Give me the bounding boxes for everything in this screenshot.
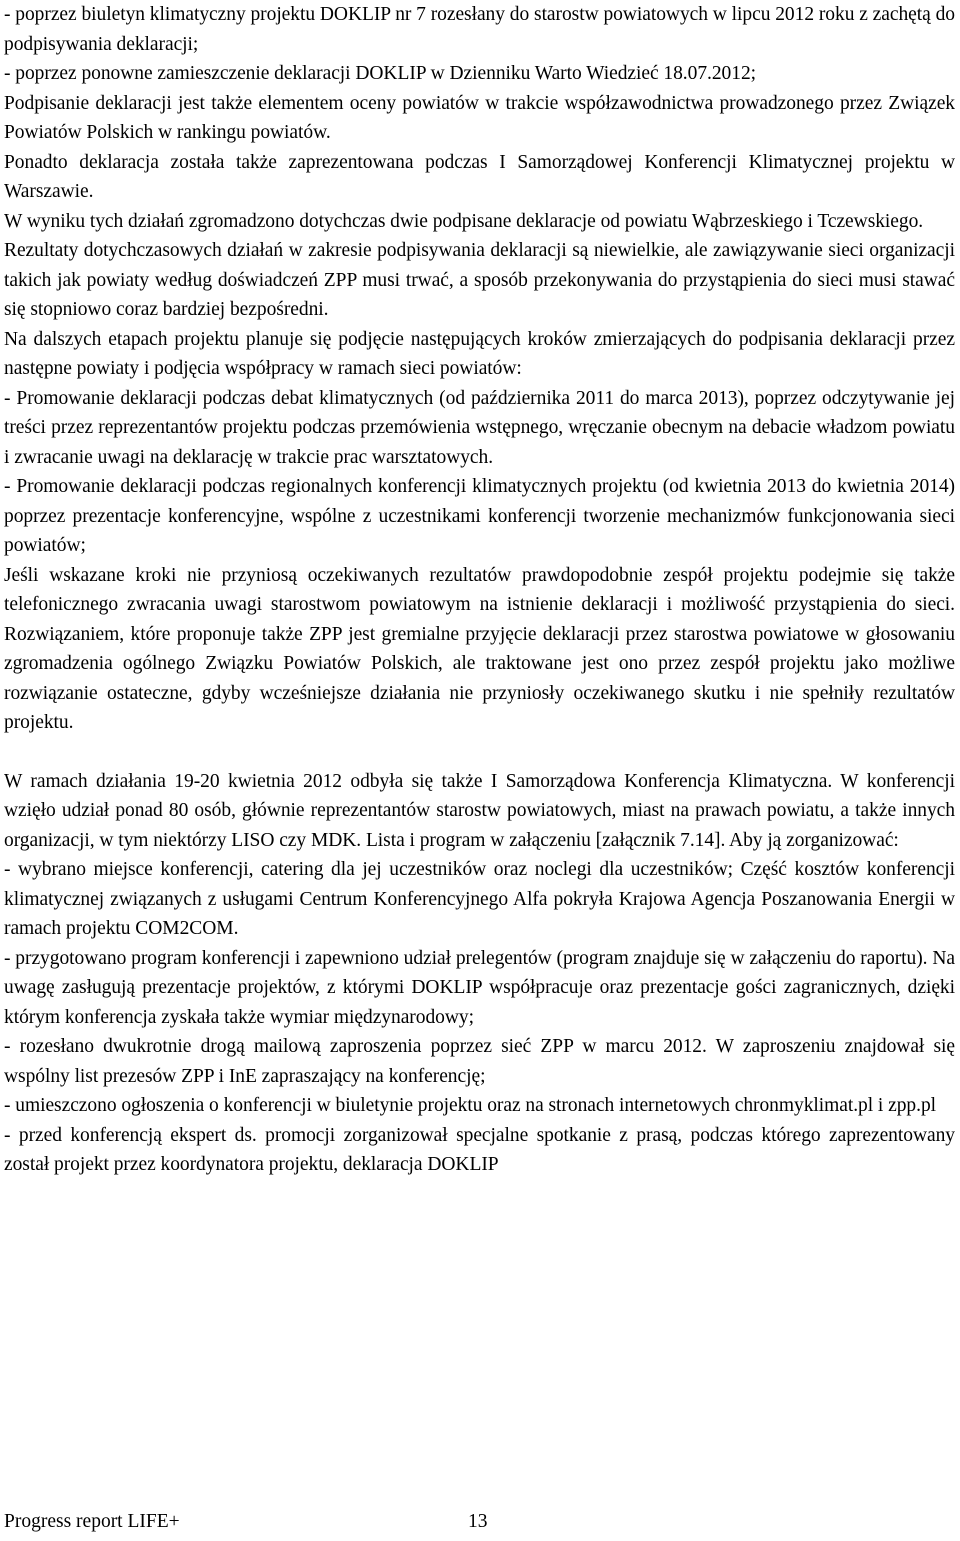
paragraph: - Promowanie deklaracji podczas regionalnych konferencji klimatycznych projektu (od kwietnia 2013 do kwietnia 2014) poprzez prezentacje konferencyjne, wspólne z uczestnikami konferencji tworzenie mechanizmów funkcjonowania sieci powiatów; [4, 476, 955, 556]
paragraph: Ponadto deklaracja została także zaprezentowana podczas I Samorządowej Konferencji Klimatycznej projektu w Warszawie. [4, 151, 955, 202]
paragraph: - Promowanie deklaracji podczas debat klimatycznych (od października 2011 do marca 2013), poprzez odczytywanie jej treści przez reprezentantów projektu podczas przemówienia wstępnego, wręczanie obecnym na debacie władzom powiatu i zwracanie uwagi na deklarację w trakcie prac warsztatowych. [4, 387, 955, 468]
paragraph: Na dalszych etapach projektu planuje się podjęcie następujących kroków zmierzających do podpisania deklaracji przez następne powiaty i podjęcia współpracy w ramach sieci powiatów: [4, 328, 955, 379]
paragraph: Podpisanie deklaracji jest także elementem oceny powiatów w trakcie współzawodnictwa prowadzonego przez Związek Powiatów Polskich w rankingu powiatów. [4, 92, 955, 143]
paragraph: - rozesłano dwukrotnie drogą mailową zaproszenia poprzez sieć ZPP w marcu 2012. W zaproszeniu znajdował się wspólny list prezesów ZPP i InE zapraszający na konferencję; [4, 1036, 955, 1087]
page-number: 13 [468, 1511, 488, 1532]
paragraph: W wyniku tych działań zgromadzono dotychczas dwie podpisane deklaracje od powiatu Wąbrzeskiego i Tczewskiego. [4, 210, 924, 232]
paragraph: Jeśli wskazane kroki nie przyniosą oczekiwanych rezultatów prawdopodobnie zespół projektu podejmie się także telefonicznego zwracania uwagi starostwom powiatowym na istnienie deklaracji i możliwość przystąpienia do sieci. Rozwiązaniem, które proponuje także ZPP jest gremialne przyjęcie deklaracji przez starostwa powiatowe w głosowaniu zgromadzenia ogólnego Związku Powiatów Polskich, ale traktowane jest ono przez zespół projektu jako możliwe rozwiązanie ostateczne, gdyby wcześniejsze działania nie przyniosły oczekiwanego skutku i nie spełniły rezultatów projektu. [4, 564, 955, 733]
document-body [4, 0, 955, 1180]
paragraph: - poprzez biuletyn klimatyczny projektu DOKLIP nr 7 rozesłany do starostw powiatowych w lipcu 2012 roku z zachętą do podpisywania deklaracji; [4, 4, 955, 55]
paragraph: - poprzez ponowne zamieszczenie deklaracji DOKLIP w Dzienniku Warto Wiedzieć 18.07.2012; [4, 63, 757, 84]
footer-label: Progress report LIFE+ [4, 1511, 180, 1532]
paragraph: - przed konferencją ekspert ds. promocji zorganizował specjalne spotkanie z prasą, podczas którego zaprezentowany został projekt przez koordynatora projektu, deklaracja DOKLIP [4, 1124, 955, 1175]
paragraph: Rezultaty dotychczasowych działań w zakresie podpisywania deklaracji są niewielkie, ale zawiązywanie sieci organizacji takich jak powiaty według doświadczeń ZPP musi trwać, a sposób przekonywania do przystąpienia do sieci musi stawać się stopniowo coraz bardziej bezpośredni. [4, 240, 955, 320]
paragraph-spacer [4, 738, 955, 767]
paragraph: - wybrano miejsce konferencji, catering dla jej uczestników oraz noclegi dla uczestników; Część kosztów konferencji klimatycznej związanych z usługami Centrum Konferencyjnego Alfa pokryła Krajowa Agencja Poszanowania Energii w ramach projektu COM2COM. [4, 859, 955, 939]
paragraph: - umieszczono ogłoszenia o konferencji w biuletynie projektu oraz na stronach internetowych chronmyklimat.pl i zpp.pl [4, 1095, 937, 1116]
paragraph: W ramach działania 19-20 kwietnia 2012 odbyła się także I Samorządowa Konferencja Klimatyczna. W konferencji wzięło udział ponad 80 osób, głównie reprezentantów starostw powiatowych, miast na prawach powiatu, a także innych organizacji, w tym niektórzy LISO czy MDK. Lista i program w załączeniu [załącznik 7.14]. Aby ją zorganizować: [4, 770, 955, 851]
paragraph: - przygotowano program konferencji i zapewniono udział prelegentów (program znajduje się w załączeniu do raportu). Na uwagę zasługują prezentacje projektów, z którymi DOKLIP współpracuje oraz prezentacje gości zagranicznych, dzięki którym konferencja zyskała także wymiar międzynarodowy; [4, 947, 955, 1028]
